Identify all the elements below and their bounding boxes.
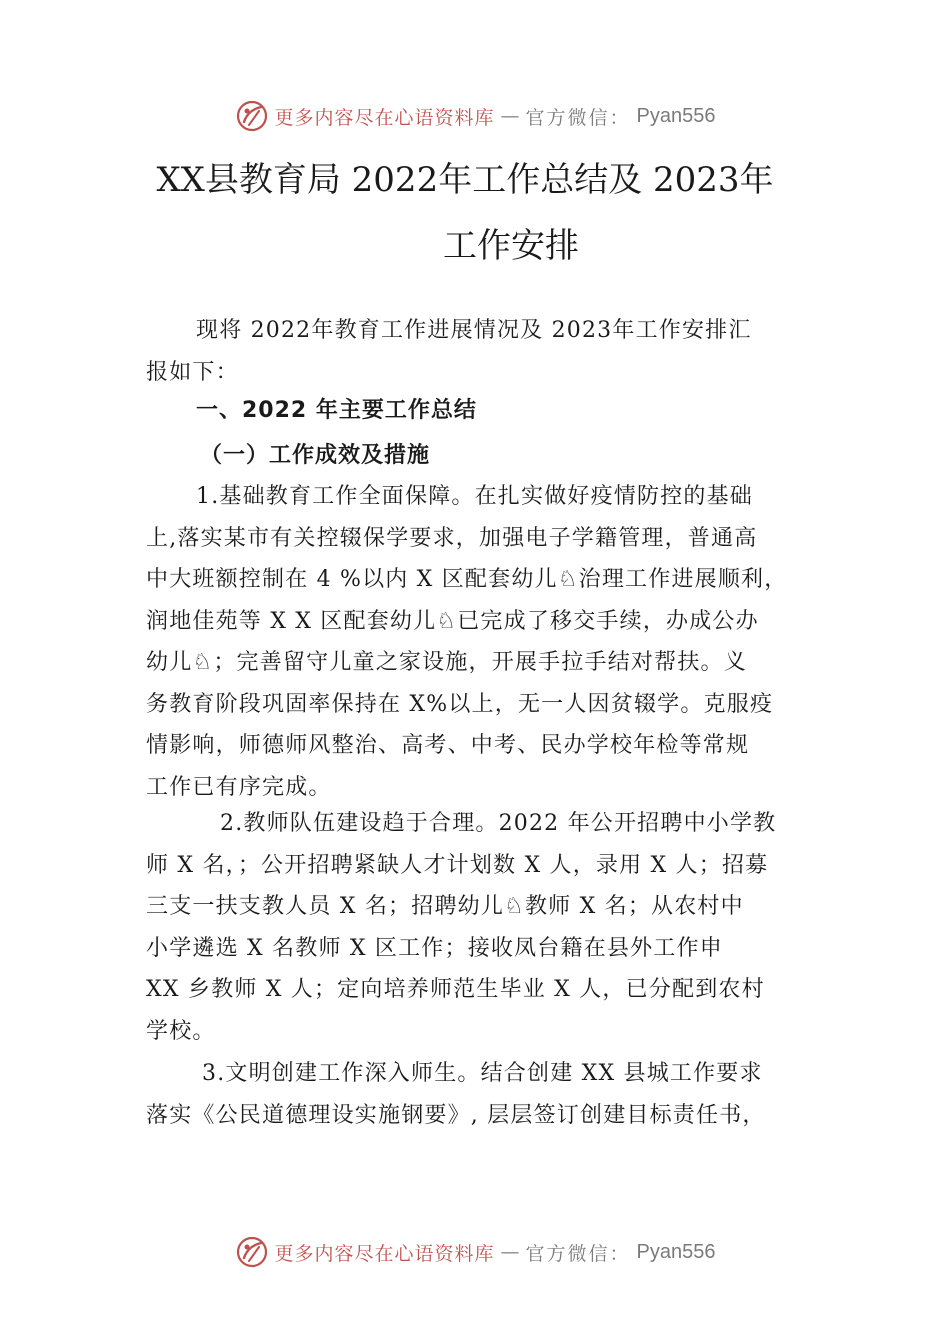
text-line: 上,落实某市有关控辍保学要求，加强电子学籍管理，普通高 — [146, 525, 758, 551]
text-line: 幼儿♘；完善留守儿童之家设施，开展手拉手结对帮扶。义 — [146, 650, 747, 675]
text-line: 师 X 名，；公开招聘紧缺人才计划数 X 人，录用 X 人；招募 — [146, 852, 769, 878]
watermark-footer — [0, 1232, 950, 1272]
text-line: 3.文明创建工作深入师生。结合创建 XX 县城工作要求 — [202, 1061, 763, 1086]
text-line: XX 乡教师 X 人；定向培养师范生毕业 X 人，已分配到农村 — [146, 977, 765, 1002]
text-line: 小学遴选 X 名教师 X 区工作；接收凤台籍在县外工作申 — [146, 935, 723, 961]
text-line: 中大班额控制在 4 %以内 X 区配套幼儿♘治理工作进展顺利， — [146, 567, 788, 592]
brand-logo-icon — [235, 99, 269, 133]
document-title-line-2: 工作安排 — [443, 226, 579, 266]
text-line: 报如下： — [146, 359, 239, 385]
text-line: 现将 2022年教育工作进展情况及 2023年工作安排汇 — [196, 318, 752, 343]
paragraph-teacher-team — [146, 803, 816, 1052]
text-line: 工作已有序完成。 — [146, 774, 332, 800]
text-line: 1.基础教育工作全面保障。在扎实做好疫情防控的基础 — [196, 484, 753, 509]
brand-logo-icon — [235, 1235, 269, 1269]
watermark-wechat-id: Pyan556 — [636, 104, 716, 127]
watermark-brand: 更多内容尽在心语资料库 — [274, 106, 495, 129]
subsection-heading-1: （一）工作成效及措施 — [200, 443, 431, 468]
watermark-dash: — — [500, 105, 520, 127]
watermark-wechat-label: 官方微信： — [525, 1242, 631, 1265]
text-line: 学校。 — [146, 1018, 216, 1044]
text-line: 务教育阶段巩固率保持在 X%以上，无一人因贫辍学。克服疫 — [146, 691, 774, 717]
watermark-wechat-id: Pyan556 — [636, 1240, 716, 1263]
intro-paragraph — [146, 310, 816, 393]
document-title-line-1: XX县教育局 2022年工作总结及 2023年 — [156, 160, 774, 200]
watermark-header — [0, 96, 950, 136]
watermark-brand: 更多内容尽在心语资料库 — [274, 1242, 495, 1265]
text-line: 润地佳苑等 X X 区配套幼儿♘已完成了移交手续，办成公办 — [146, 608, 759, 634]
text-line: 2.教师队伍建设趋于合理。2022 年公开招聘中小学教 — [220, 811, 777, 836]
text-line: 三支一扶支教人员 X 名；招聘幼儿♘教师 X 名；从农村中 — [146, 894, 744, 919]
text-line: 情影响，师德师风整治、高考、中考、民办学校年检等常规 — [146, 733, 750, 758]
watermark-dash: — — [500, 1241, 520, 1263]
paragraph-civilization — [146, 1053, 816, 1136]
text-line: 落实《公民道德理设实施钢要》, 层层签订创建目标责任书， — [146, 1102, 766, 1128]
paragraph-basic-education — [146, 476, 816, 808]
watermark-wechat-label: 官方微信： — [525, 106, 631, 129]
section-heading-1: 一、2022 年主要工作总结 — [196, 398, 477, 423]
